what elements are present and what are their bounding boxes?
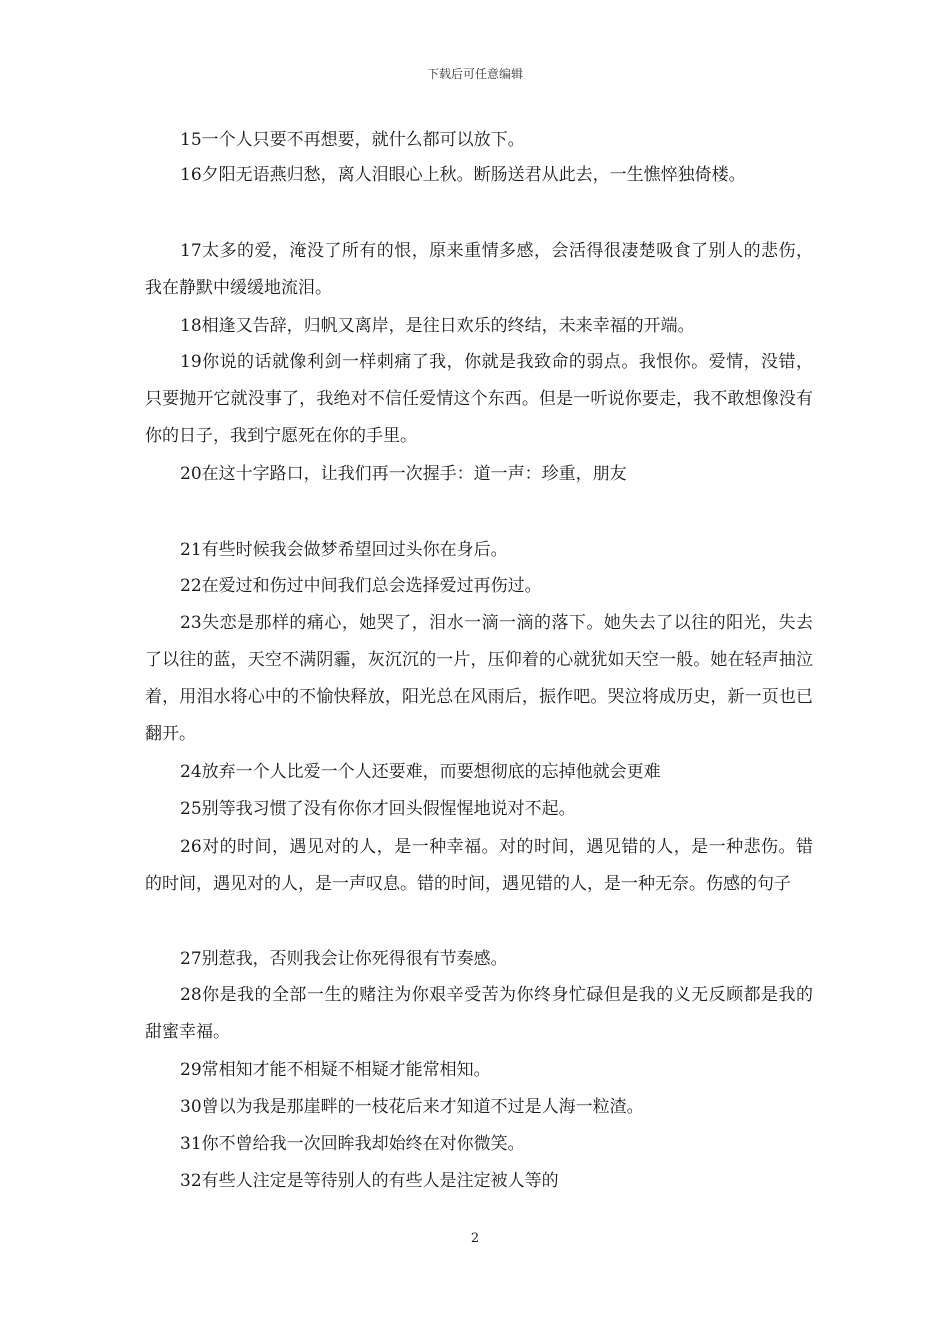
paragraph-29: 29常相知才能不相疑不相疑才能常相知。 [180,1060,491,1080]
paragraph-26: 26对的时间，遇见对的人，是一种幸福。对的时间，遇见错的人，是一种悲伤。错的时间，遇见对的人，是一声叹息。错的时间，遇见错的人，是一种无奈。伤感的句子 [145,837,813,894]
paragraph-19: 19你说的话就像利剑一样刺痛了我，你就是我致命的弱点。我恨你。爱情，没错，只要抛开它就没事了，我绝对不信任爱情这个东西。但是一听说你要走，我不敢想像没有你的日子，我到宁愿死在你的手里。 [145,352,813,446]
paragraph-31: 31你不曾给我一次回眸我却始终在对你微笑。 [180,1134,525,1154]
page-header: 下载后可任意编辑 [426,67,523,81]
paragraph-24: 24放弃一个人比爱一个人还要难，而要想彻底的忘掉他就会更难 [180,762,661,782]
paragraph-23: 23失恋是那样的痛心，她哭了，泪水一滴一滴的落下。她失去了以往的阳光，失去了以往的蓝，天空不满阴霾，灰沉沉的一片，压仰着的心就犹如天空一般。她在轻声抽泣着，用泪水将心中的不愉快释放，阳光总在风雨后，振作吧。哭泣将成历史，新一页也已翻开。 [145,613,813,744]
paragraph-28: 28你是我的全部一生的赌注为你艰辛受苦为你终身忙碌但是我的义无反顾都是我的甜蜜幸福。 [145,985,813,1042]
paragraph-17: 17太多的爱，淹没了所有的恨，原来重情多感，会活得很凄楚吸食了别人的悲伤，我在静默中缓缓地流泪。 [145,241,813,298]
paragraph-32: 32有些人注定是等待别人的有些人是注定被人等的 [180,1171,559,1191]
paragraph-30: 30曾以为我是那崖畔的一枝花后来才知道不过是人海一粒渣。 [180,1097,644,1117]
paragraph-20: 20在这十字路口，让我们再一次握手：道一声：珍重，朋友 [180,464,627,484]
paragraph-16: 16夕阳无语燕归愁，离人泪眼心上秋。断肠送君从此去，一生憔悴独倚楼。 [180,165,746,185]
paragraph-18: 18相逢又告辞，归帆又离岸，是往日欢乐的终结，未来幸福的开端。 [180,316,695,336]
paragraph-21: 21有些时候我会做梦希望回过头你在身后。 [180,540,508,560]
paragraph-27: 27别惹我，否则我会让你死得很有节奏感。 [180,949,508,969]
page-number: 2 [470,1231,480,1246]
paragraph-25: 25别等我习惯了没有你你才回头假惺惺地说对不起。 [180,799,576,819]
paragraph-22: 22在爱过和伤过中间我们总会选择爱过再伤过。 [180,576,542,596]
paragraph-15: 15一个人只要不再想要，就什么都可以放下。 [180,130,525,150]
